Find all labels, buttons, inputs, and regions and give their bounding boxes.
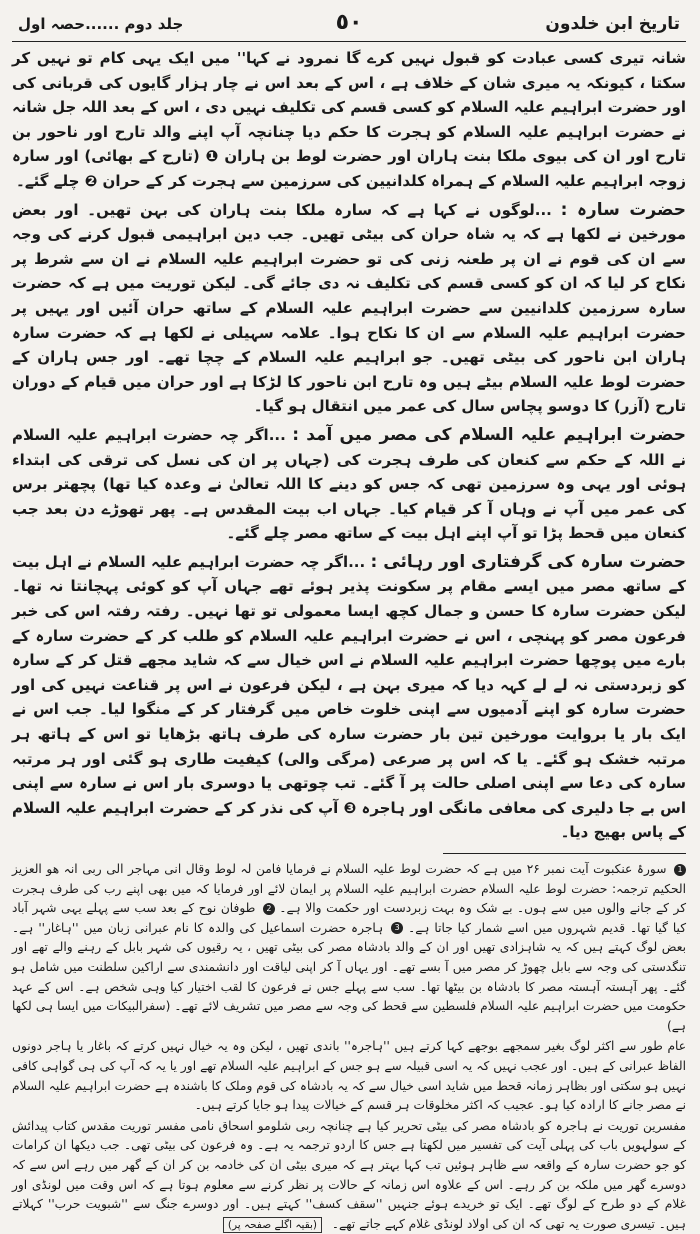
footnote <box>12 860 686 1036</box>
footnote-text: طوفان نوح کے بعد سب سے پہلے یہی شہر آباد کیا گیا تھا۔ قدیم شہروں میں اسے شمار کیا جاتا ہے۔ <box>12 901 687 935</box>
section-heading: حضرت سارہ : <box>560 199 686 220</box>
paragraph <box>12 423 686 546</box>
paragraph <box>12 198 686 419</box>
paragraph <box>12 550 686 845</box>
footnote <box>12 1037 686 1115</box>
footnote <box>12 1117 686 1234</box>
paragraph <box>12 46 686 194</box>
continued-note: (بقیہ اگلے صفحہ پر) <box>223 1217 322 1233</box>
footnote-text: عام طور سے اکثر لوگ بغیر سمجھے بوجھے کہا کرتے ہیں ''ہاجرہ'' باندی تھیں ، لیکن وہ یہ خیال نہیں کرتے کہ باغار یا ہاجر دونوں الفاظ عبرانی کے ہیں۔ اور عجب نہیں کہ یہ اسی قبیلہ سے ہو جس کے ابراہیم علیہ السلام تھے اور یا یہ کہ آپ کی ہی گواہی کافی نہیں ہو سکتی اور بظاہر زمانہ قحط میں شاید اسی خیال سے کہ یہ بادشاہ کی قوم وملک کا باشندہ ہے حضرت ابراہیم علیہ السلام نے مصر جانے کا ارادہ کیا ہو۔ عجیب کہ اکثر مخلوقات ہر قسم کے خیالات پیدا ہو جایا کرتے ہیں۔ <box>12 1039 686 1113</box>
paragraph-text: ...اگر چہ حضرت ابراہیم علیہ السلام نے اللہ کے حکم سے کنعان کی طرف ہجرت کی (جہاں پر ان کی نسل کی ترقی کی ابتداء ہوئی اور یہی وہ سرزمین تھی کہ جس کو دینے کا اللہ تعالیٰ نے وعدہ کیا تھا) پچھتر برس کی عمر میں آپ نے وہاں آ کر قیام کیا۔ جہاں اب بیت المقدس ہے۔ پھر تھوڑے دن بعد جب کنعان میں قحط پڑا تو آپ اپنے اہل بیت کے ساتھ مصر چلے گئے۔ <box>12 425 686 543</box>
footnote-divider <box>443 853 686 854</box>
footnote-text: ہاجرہ حضرت اسماعیل کی والدہ کا نام عبرانی زبان میں ''ہاغار'' ہے۔ بعض لوگ کہتے ہیں کہ یہ شاہزادی تھیں اور ان کے والد بادشاہ مصر کی بیٹی تھیں ، یہ رقیوں کی شہر بابل کے رہنے والے تھے اور تنگدستی کی وجہ سے بابل چھوڑ کر مصر میں آ بسے تھے۔ اور یہاں آ کر اپنی لیاقت اور دانشمندی سے اراکین سلطنت میں شامل ہو گئے۔ پھر آہستہ آہستہ مصر کا بادشاہ بن بیٹھا تھا۔ سب سے پہلے جس نے فرعون کا لقب اختیار کیا وہی شخص ہے۔ اس کے عہد حکومت میں حضرت ابراہیم علیہ السلام فلسطین سے قحط کی وجہ سے مصر میں تشریف لائے تھے۔ (سفرالبیکات میں ایسا ہی لکھا ہے) <box>12 920 686 1033</box>
footnote-text: مفسرین توریت نے ہاجرہ کو بادشاہ مصر کی بیٹی تحریر کیا ہے چنانچہ ربی شلومو اسحاق نامی مفسر توریت مقدس کتاب پیدائش کے سولہویں باب کی پہلی آیت کی تفسیر میں لکھتا ہے جس کا اردو ترجمہ یہ ہے۔ وہ فرعون کی بیٹی تھی۔ جب دیکھا ان کرامات کو جو حضرت سارہ کے واقعہ سے ظاہر ہوئیں تب کہا بہتر ہے کہ میری بیٹی ان کی خادمہ بن کر ان کے گھر میں رہے اس سے کہ دوسرے گھر میں ملکہ بن کر رہے۔ اس کے علاوہ اس زمانہ کے حالات پر نظر کرنے سے معلوم ہوتا ہے کہ اس وقت میں لونڈی اور غلام کے دو طرح کے لوگ تھے۔ ایک تو خریدے ہوئے جنہیں ''سقف کسف'' کہتے ہیں۔ اور دوسرے جنگ سے ''شبویت حرب'' کہلاتے ہیں۔ تیسری صورت یہ تھی کہ ان کی اولاد لونڈی غلام کہے جاتے تھے۔ <box>12 1118 686 1231</box>
page-header <box>12 6 686 42</box>
section-heading: حضرت سارہ کی گرفتاری اور رہائی : <box>370 551 686 572</box>
footnotes <box>12 860 686 1234</box>
paragraph-text: ...لوگوں نے کہا ہے کہ سارہ ملکا بنت ہاران کی بہن تھیں۔ اور بعض مورخین نے لکھا ہے کہ یہ شاہ حران کی بیٹی تھیں۔ جب دین ابراہیمی قبول کرنے کی وجہ سے ان کی قوم نے ان پر طعنہ زنی کی تو حضرت ابراہیم علیہ السلام نے ان سے شرط پر نکاح کر لیا کہ ان کو کسی قسم کی تکلیف نہ دی جائے گی۔ لیکن توریت میں ہے کہ حضرت سارہ سرزمین کلدانیین سے حضرت ابراہیم علیہ السلام کے ساتھ حران آئیں اور یہیں پر حضرت ابراہیم علیہ السلام سے ان کا نکاح ہوا۔ علامہ سہیلی نے لکھا ہے کہ حضرت سارہ ہاران ابن ناحور کی بیٹی تھیں۔ جو ابراہیم علیہ السلام کے چچا تھے۔ اور جس ہاران کے حضرت لوط علیہ السلام بیٹے ہیں وہ تارح ابن ناحور کا لڑکا ہے اور حران میں قیام کے دوران تارح (آزر) کا دوسو پچاس سال کی عمر میں انتقال ہو گیا۔ <box>12 200 686 416</box>
volume-label: جلد دوم ......حصہ اول <box>18 14 184 33</box>
footnote-number: 2 <box>263 903 275 915</box>
book-title: تاریخ ابن خلدون <box>545 13 680 34</box>
footnote-number: 1 <box>674 864 686 876</box>
footnote-number: 3 <box>391 922 403 934</box>
main-text <box>12 42 686 845</box>
page-number: ٥٠ <box>335 10 363 35</box>
paragraph-text: شانہ تیری کسی عبادت کو قبول نہیں کرے گا نمرود نے کہا'' میں ایک یہی کام تو نہیں کر سکتا ، کیونکہ یہ میری شان کے خلاف ہے ، اس کے بعد اس نے چار ہزار گایوں کی قربانی کی اور حضرت ابراہیم علیہ السلام کو کسی قسم کی تکلیف نہیں دی ، اس کے بعد اللہ جل شانہ نے حضرت ابراہیم علیہ السلام کو ہجرت کا حکم دیا چنانچہ آپ اپنے والد تارح اور ناحور بن تارح اور ان کی بیوی ملکا بنت ہاران اور حضرت لوط بن ہاران ❶ (تارح کے بھائی) اور سارہ زوجہ ابراہیم علیہ السلام کے ہمراہ کلدانیین کی سرزمین سے ہجرت کر کے حران ❷ چلے گئے۔ <box>12 49 686 190</box>
footnote-text: سورۂ عنکبوت آیت نمبر ۲۶ میں ہے کہ حضرت لوط علیہ السلام نے فرمایا فامن لہ لوط وقال انی مہاجر الی ربی انہ ھو العزیز الحکیم ترجمہ: حضرت لوط علیہ السلام حضرت ابراہیم علیہ السلام پر ایمان لائے اور فرمایا کہ میں بھی اپنے رب کی طرف ہجرت کر کے جانے والوں میں سے ہوں۔ بے شک وہ بہت زبردست اور حکمت والا ہے۔ <box>12 862 687 916</box>
paragraph-text: ...اگر چہ حضرت ابراہیم علیہ السلام نے اہل بیت کے ساتھ مصر میں ایسے مقام پر سکونت پذیر ہوئے تھے جہاں آپ کو کوئی پہچانتا نہ تھا۔ لیکن حضرت سارہ کا حسن و جمال کچھ ایسا معمولی تو تھا نہیں۔ رفتہ رفتہ اس کی خبر فرعون مصر کو پہنچی ، اس نے حضرت ابراہیم علیہ السلام کو طلب کر کے حضرت سارہ کے بارے میں پوچھا حضرت ابراہیم علیہ السلام نے اس خیال سے کہ شاید مجھے قتل کر کے سارہ کو زبردستی نہ لے لے کہہ دیا کہ میری بہن ہے ، لیکن فرعون نے اس پر قناعت نہیں کی اور حضرت سارہ کو اپنے آدمیوں سے اپنی خلوت خاص میں گرفتار کر کے منگوا لیا۔ جب اس نے ایک بار یا بروایت مورخین تین بار حضرت سارہ کی طرف ہاتھ بڑھایا تو اس کے ہاتھ ہر مرتبہ خشک ہو گئے۔ یا کہ اس پر صرعی (مرگی والی) کیفیت طاری ہو گئی اور ہر مرتبہ سارہ کی دعا سے اپنی اصلی حالت پر آ گئے۔ تب چوتھی یا دوسری بار اس نے سارہ سے اپنی اس بے جا دلیری کی معافی مانگی اور ہاجرہ ❸ آپ کی نذر کر کے حضرت ابراہیم علیہ السلام کے پاس بھیج دیا۔ <box>12 552 686 842</box>
section-heading: حضرت ابراہیم علیہ السلام کی مصر میں آمد : <box>292 424 686 445</box>
